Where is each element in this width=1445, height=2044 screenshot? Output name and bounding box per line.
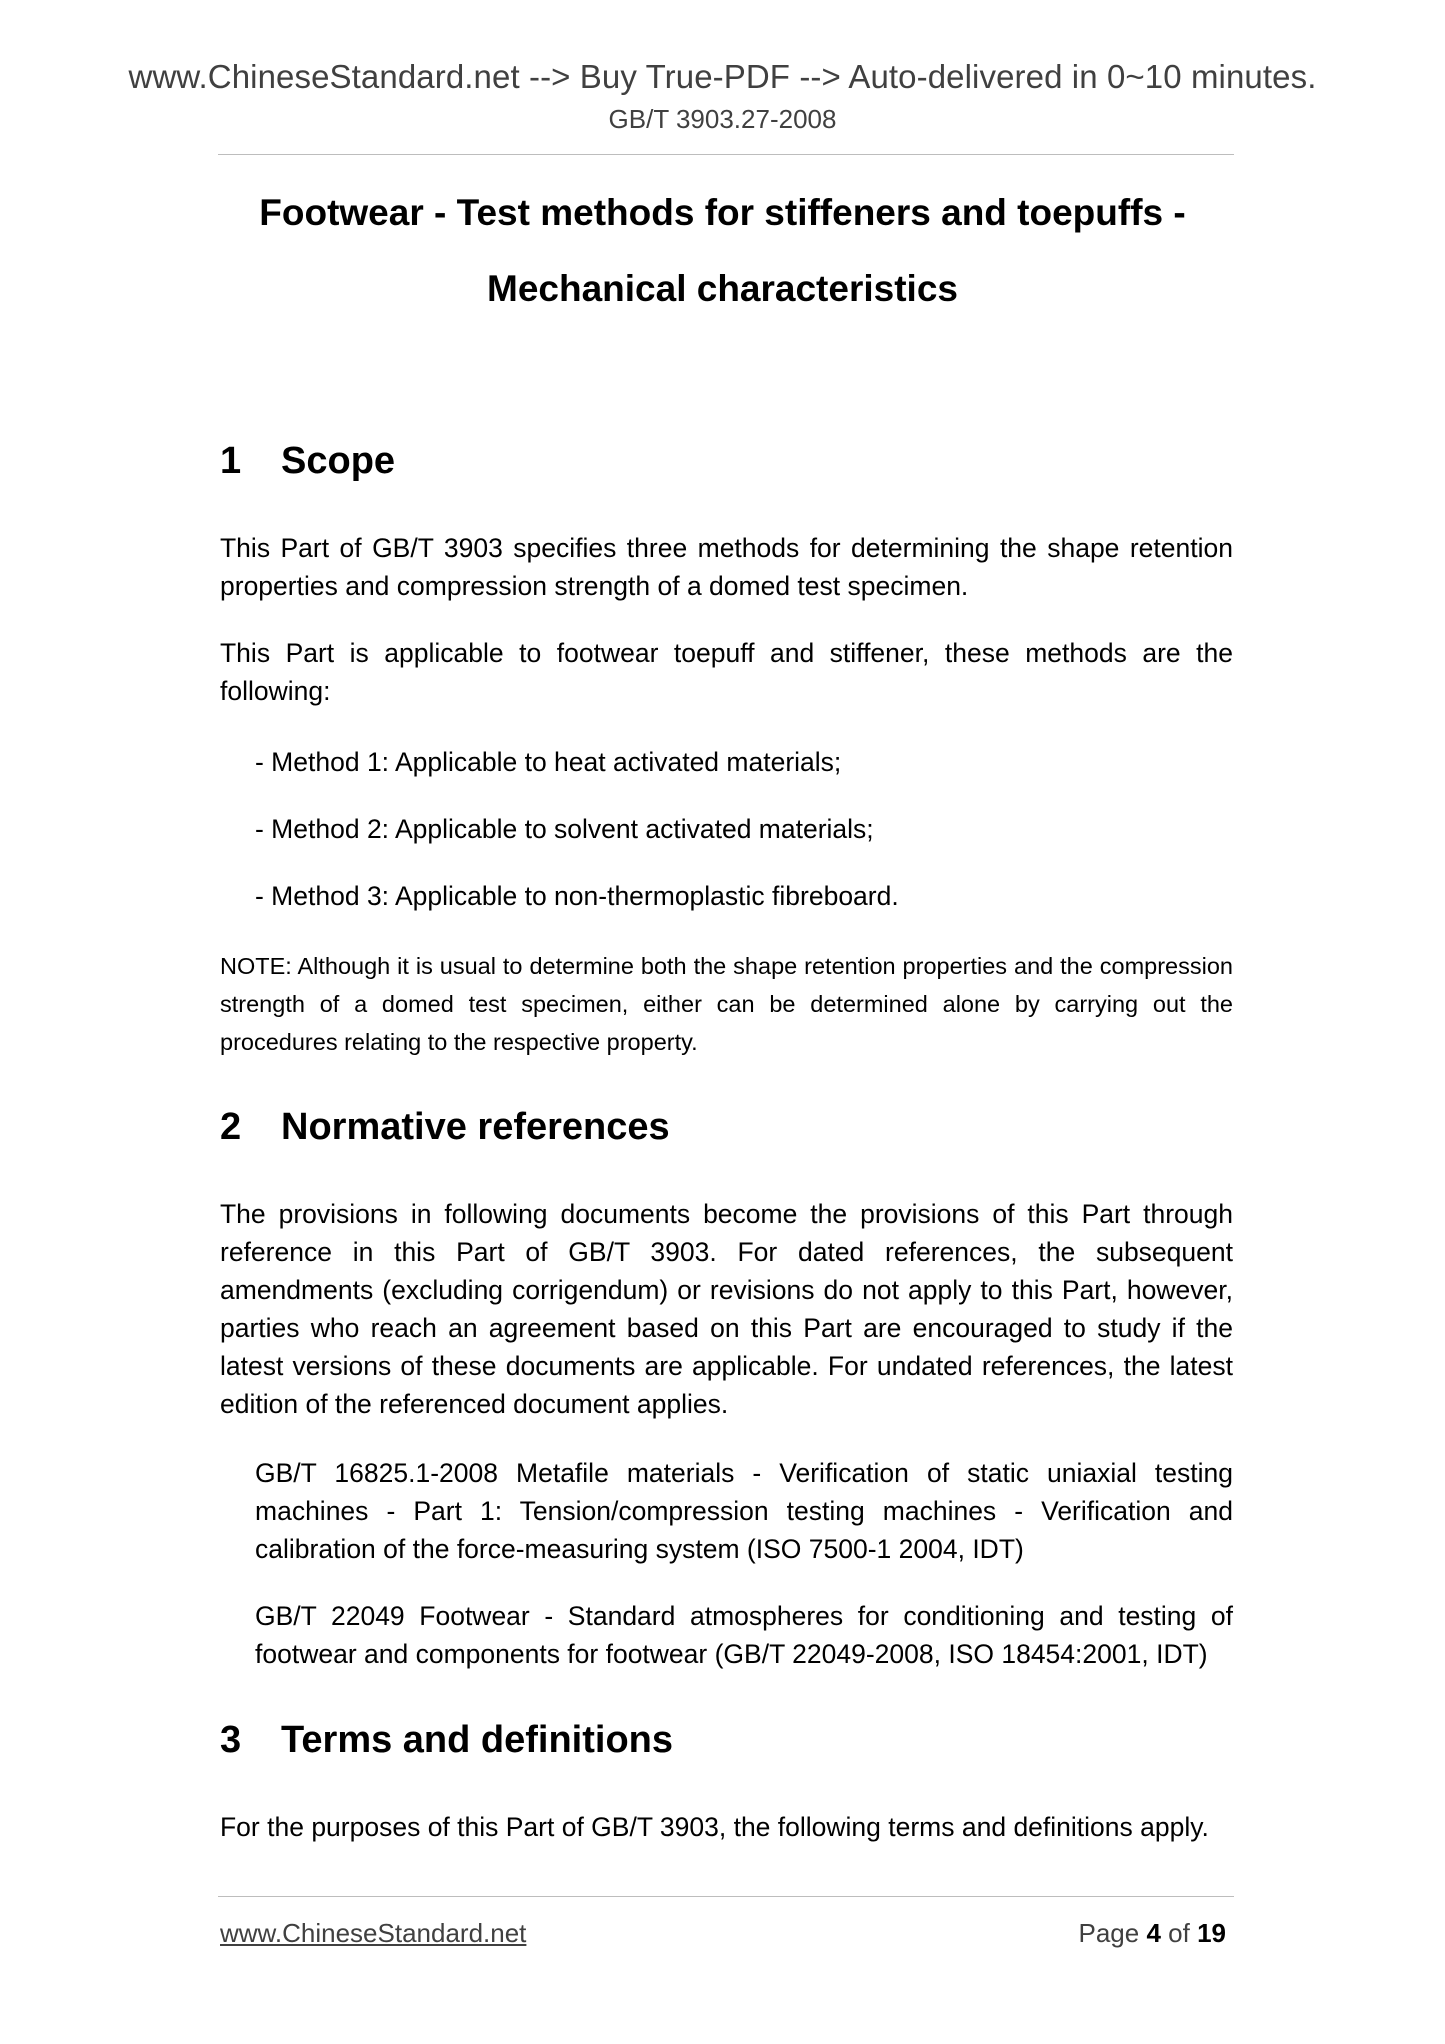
standard-code: GB/T 3903.27-2008 (608, 104, 837, 134)
section-number: 3 (220, 1719, 242, 1761)
paragraph: The provisions in following documents become the provisions of this Part through reference in this Part of GB/T 3903. For dated references, the subsequent amendments (excluding corrigendum) or revisions do not apply to this Part, however, parties who reach an agreement based on this Part are encouraged to study if the latest versions of these documents are applicable. For undated references, the latest edition of the referenced document applies. (220, 1199, 1233, 1419)
page-indicator (1078, 1918, 1226, 1949)
reference-item: GB/T 22049 Footwear - Standard atmospheres for conditioning and testing of footwear and components for footwear (GB/T 22049-2008, ISO 18454:2001, IDT) (255, 1601, 1233, 1669)
header-banner: www.ChineseStandard.net --> Buy True-PDF --> Auto-delivered in 0~10 minutes. (128, 58, 1317, 95)
note: NOTE: Although it is usual to determine both the shape retention properties and the compression strength of a domed test specimen, either can be determined alone by carrying out the procedures relating to the respective property. (220, 953, 1233, 1055)
section-heading-scope (220, 440, 395, 483)
section-heading-terms-and-definitions (220, 1719, 673, 1762)
section-number: 2 (220, 1106, 242, 1148)
section-heading-normative-references (220, 1106, 670, 1149)
paragraph: This Part is applicable to footwear toepuff and stiffener, these methods are the following: (220, 638, 1233, 706)
paragraph: For the purposes of this Part of GB/T 3903, the following terms and definitions apply. (220, 1812, 1209, 1842)
page-label: Page (1078, 1918, 1140, 1948)
list-item-method-2: - Method 2: Applicable to solvent activated materials; (255, 814, 874, 844)
document-title-line-2: Mechanical characteristics (487, 268, 958, 309)
footer-divider (218, 1896, 1234, 1897)
list-item-method-3: - Method 3: Applicable to non-thermoplastic fibreboard. (255, 881, 899, 911)
section-number: 1 (220, 440, 242, 482)
section-title: Normative references (281, 1106, 670, 1148)
reference-item: GB/T 16825.1-2008 Metafile materials - Verification of static uniaxial testing machines - Part 1: Tension/compression testing machines - Verification and calibration of the force-measuring system (ISO 7500-1 2004, IDT) (255, 1458, 1233, 1564)
list-item-method-1: - Method 1: Applicable to heat activated materials; (255, 747, 842, 777)
header-divider (218, 154, 1234, 155)
footer-website-link[interactable]: www.ChineseStandard.net (220, 1918, 527, 1948)
paragraph: This Part of GB/T 3903 specifies three methods for determining the shape retention properties and compression strength of a domed test specimen. (220, 533, 1233, 601)
document-title-line-1: Footwear - Test methods for stiffeners and toepuffs - (259, 192, 1186, 233)
page-current: 4 (1146, 1918, 1161, 1948)
page-of-label: of (1168, 1918, 1190, 1948)
section-title: Scope (281, 440, 396, 482)
section-title: Terms and definitions (281, 1719, 674, 1761)
page-total: 19 (1197, 1918, 1226, 1948)
